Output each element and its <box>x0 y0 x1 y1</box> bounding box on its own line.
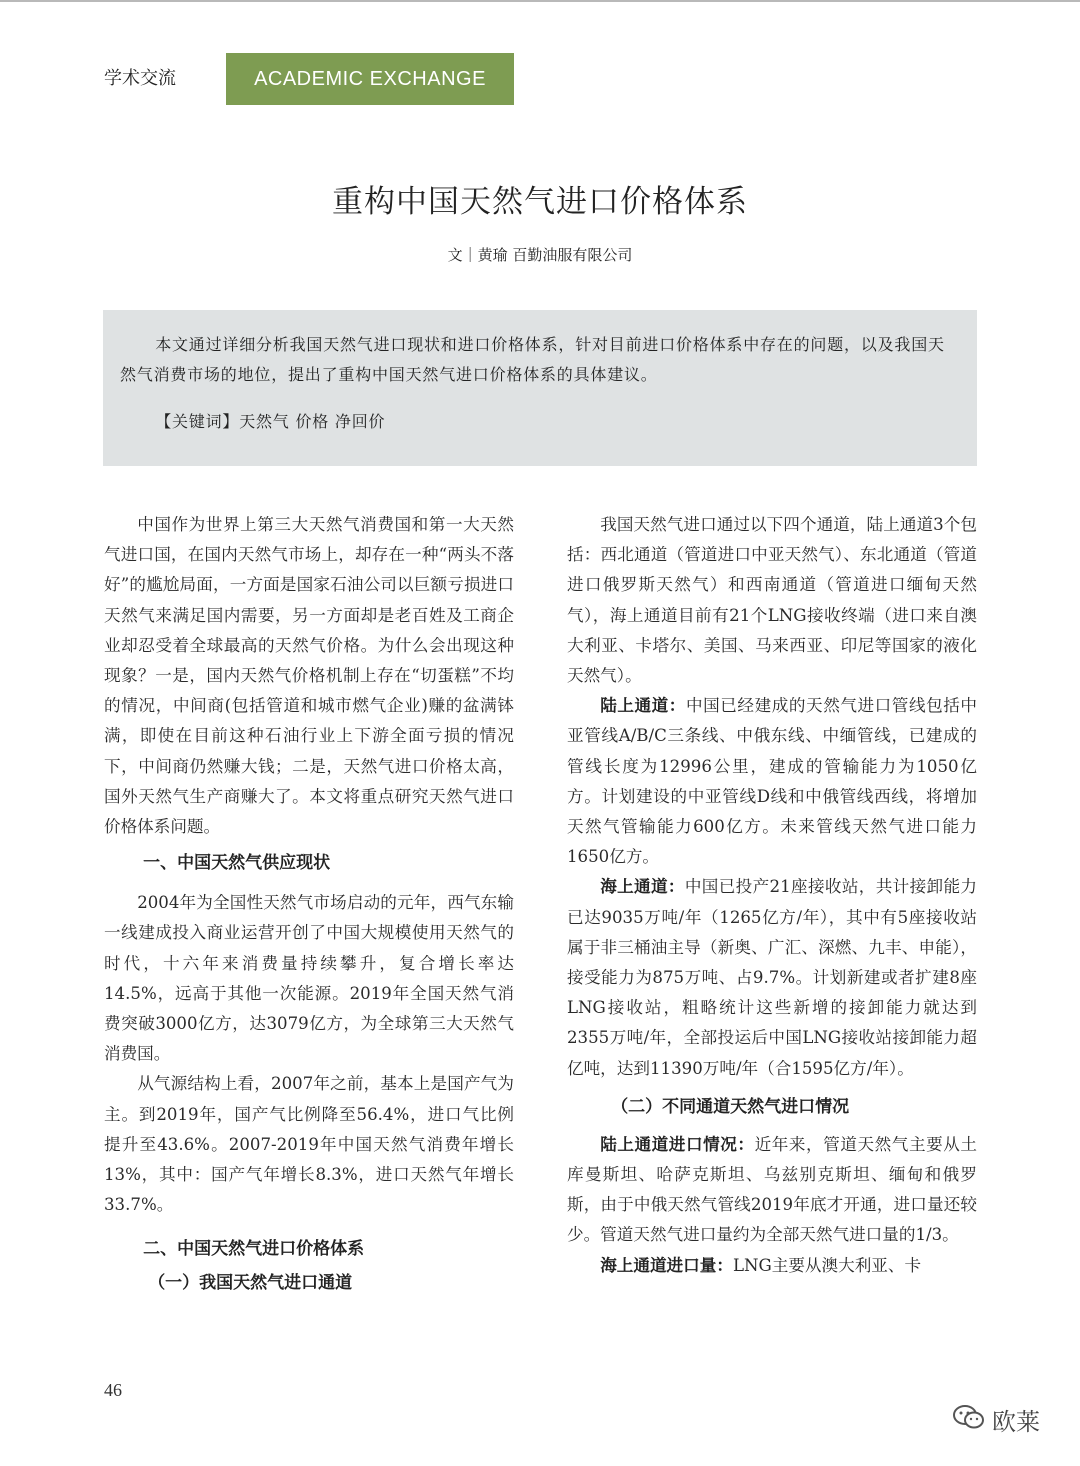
land-import-text: 近年来，管道天然气主要从土库曼斯坦、哈萨克斯坦、乌兹别克斯坦、缅甸和俄罗斯，由于中俄天然气管线2019年底才开通，进口量还较少。管道天然气进口量约为全部天然气进口量的1/3。 <box>567 1134 978 1245</box>
sea-channel-text: 中国已投产21座接收站，共计接卸能力已达9035万吨/年（1265亿方/年），其中有5座接收站属于非三桶油主导（新奥、广汇、深燃、九丰、申能），接受能力为875万吨、占9.7%。计划新建或者扩建8座LNG接收站，粗略统计这些新增的接卸能力就达到2355万吨/年，全部投运后中国LNG接收站接卸能力超亿吨，达到11390万吨/年（合1595亿方/年）。 <box>567 877 977 1078</box>
sea-import-text: LNG主要从澳大利亚、卡 <box>732 1255 922 1275</box>
land-import-paragraph <box>567 1130 977 1251</box>
land-channel-paragraph <box>567 691 977 872</box>
watermark <box>952 1402 1040 1437</box>
section-banner: ACADEMIC EXCHANGE <box>226 53 514 105</box>
supply-paragraph-2: 从气源结构上看，2007年之前，基本上是国产气为主。到2019年，国产气比例降至56.4%，进口气比例提升至43.6%。2007-2019年中国天然气消费年增长13%，其中：国产气年增长8.3%，进口天然气年增长33.7%。 <box>104 1074 514 1215</box>
sea-channel-paragraph <box>567 872 977 1083</box>
watermark-text: 欧莱 <box>992 1408 1040 1436</box>
page-number: 46 <box>104 1380 122 1400</box>
abstract-text: 本文通过详细分析我国天然气进口现状和进口价格体系，针对目前进口价格体系中存在的问题，以及我国天然气消费市场的地位，提出了重构中国天然气进口价格体系的具体建议。 <box>120 335 945 384</box>
channels-paragraph: 我国天然气进口通过以下四个通道，陆上通道3个包括：西北通道（管道进口中亚天然气）、东北通道（管道进口俄罗斯天然气）和西南通道（管道进口缅甸天然气），海上通道目前有21个LNG接收终端（进口来自澳大利亚、卡塔尔、美国、马来西亚、印尼等国家的液化天然气）。 <box>567 515 977 686</box>
section-heading-supply: 一、中国天然气供应现状 <box>143 853 331 874</box>
section-heading-price-system: 二、中国天然气进口价格体系 <box>143 1239 365 1260</box>
supply-paragraph-1: 2004年为全国性天然气市场启动的元年，西气东输一线建成投入商业运营开创了中国大规模使用天然气的时代，十六年来消费量持续攀升，复合增长率达14.5%，远高于其他一次能源。2019年全国天然气消费突破3000亿方，达3079亿方，为全球第三大天然气消费国。 <box>104 893 514 1064</box>
abstract-box <box>103 310 977 466</box>
sea-channel-lead: 海上通道： <box>600 877 685 897</box>
keywords: 【关键词】天然气 价格 净回价 <box>155 412 386 431</box>
subheading-import-channels: （一）我国天然气进口通道 <box>148 1273 353 1294</box>
land-channel-lead: 陆上通道： <box>600 696 686 716</box>
wechat-icon <box>952 1403 986 1437</box>
article-title: 重构中国天然气进口价格体系 <box>332 184 748 220</box>
sea-import-paragraph <box>567 1251 977 1281</box>
left-column <box>104 510 514 1298</box>
right-column <box>567 510 977 1281</box>
intro-paragraph: 中国作为世界上第三大天然气消费国和第一大天然气进口国，在国内天然气市场上，却存在一种“两头不落好”的尴尬局面，一方面是国家石油公司以巨额亏损进口天然气来满足国内需要，另一方面却是老百姓及工商企业却忍受着全球最高的天然气价格。为什么会出现这种现象？一是，国内天然气价格机制上存在“切蛋糕”不均的情况，中间商(包括管道和城市燃气企业)赚的盆满钵满，即使在目前这种石油行业上下游全面亏损的情况下，中间商仍然赚大钱；二是，天然气进口价格太高，国外天然气生产商赚大了。本文将重点研究天然气进口价格体系问题。 <box>104 515 514 837</box>
subheading-channel-imports: （二）不同通道天然气进口情况 <box>611 1096 850 1117</box>
land-import-lead: 陆上通道进口情况： <box>600 1134 755 1154</box>
article-byline: 文｜黄瑜 百勤油服有限公司 <box>447 246 633 264</box>
section-label: 学术交流 <box>104 68 176 89</box>
land-channel-text: 中国已经建成的天然气进口管线包括中亚管线A/B/C三条线、中俄东线、中缅管线，已建成的管线长度为12996公里，建成的管输能力为1050亿方。计划建设的中亚管线D线和中俄管线西线，将增加天然气管输能力600亿方。未来管线天然气进口能力1650亿方。 <box>567 696 978 867</box>
top-rule <box>0 0 1080 2</box>
sea-import-lead: 海上通道进口量： <box>600 1255 733 1275</box>
